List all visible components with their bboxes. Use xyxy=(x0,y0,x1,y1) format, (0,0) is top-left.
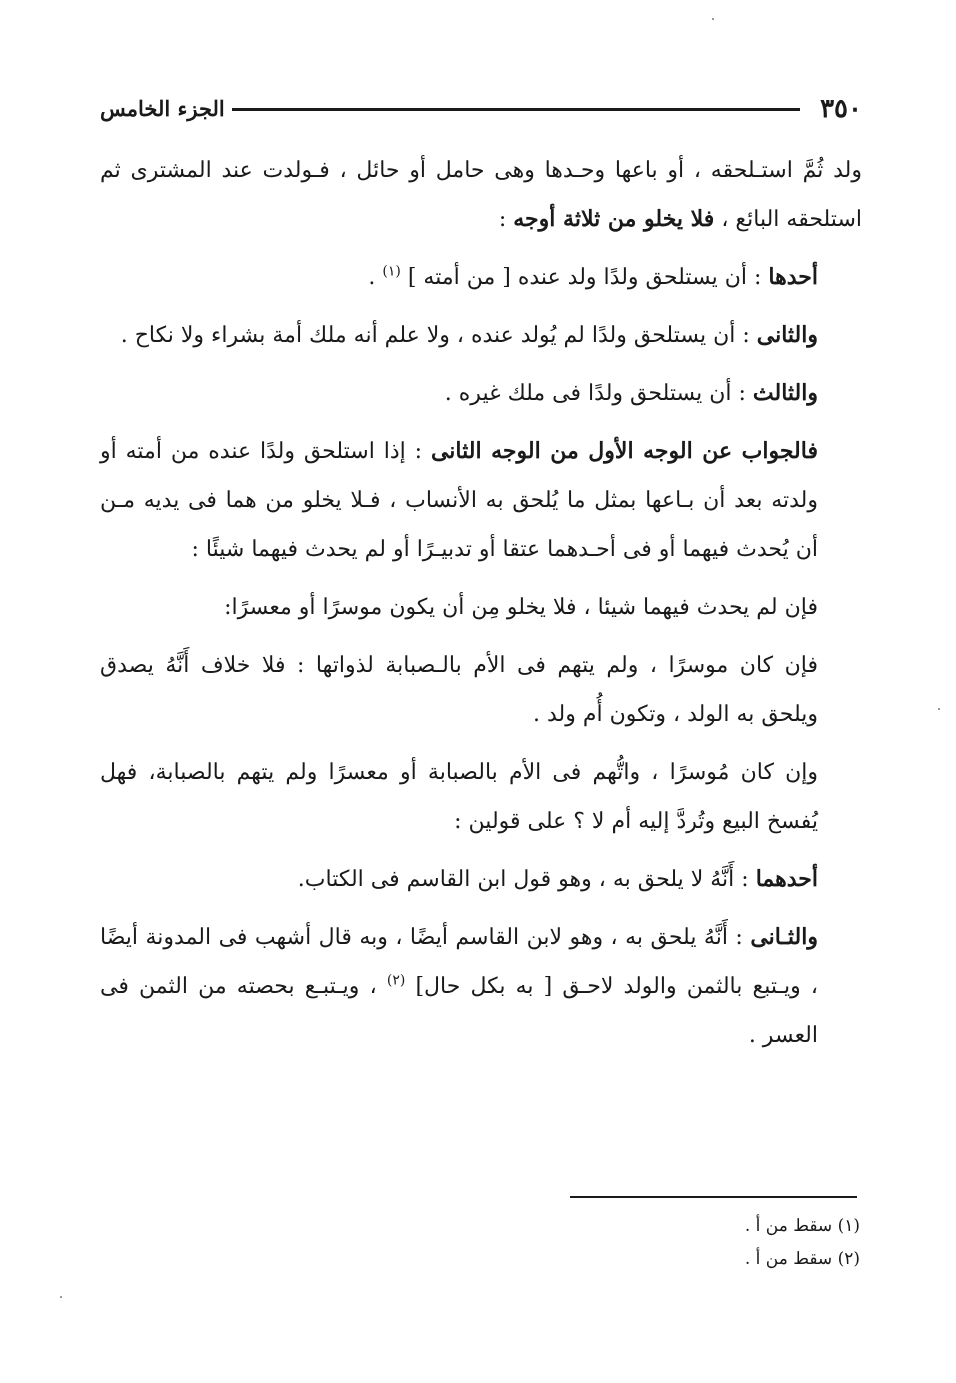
paragraph xyxy=(100,583,862,632)
bold-run: والثـانى xyxy=(750,924,818,950)
text-run: ، ويـتبـع بحصته من الثمن فى العسر . xyxy=(100,974,818,1048)
paragraph xyxy=(100,253,862,302)
text-run: : إذا استلحق ولدًا عنده من أمته أو ولدته بعد أن بـاعها بمثل ما يُلحق به الأنساب ، فـلا يخلو من هما فى يديه مـن أن يُحدث فيهما أو فى أحـدهما عتقا أو تدبيـرًا أو لم يحدث فيهما شيئًا : xyxy=(100,439,818,562)
paragraph xyxy=(100,311,862,360)
text-run: : xyxy=(498,207,514,232)
text-run: فإن لم يحدث فيهما شيئا ، فلا يخلو مِن أن يكون موسرًا أو معسرًا: xyxy=(224,595,818,620)
bold-run: أحدها xyxy=(768,264,818,290)
paragraph xyxy=(100,146,862,244)
text-run: : أن يستلحق ولدًا فى ملك غيره . xyxy=(444,381,753,406)
paragraph xyxy=(100,427,862,574)
scan-speck xyxy=(712,18,714,20)
text-run: : أَنَّهُ يلحق به ، وهو لابن القاسم أيضًا ، وبه قال أشهب فى المدونة أيضًا ، ويـتبع بالثمن والولد لاحـق [ به بكل حال] xyxy=(100,925,818,999)
footnote-ref: (١) xyxy=(382,263,401,280)
scan-speck xyxy=(938,708,940,710)
page-header xyxy=(100,92,862,128)
footnote-separator xyxy=(570,1196,857,1198)
paragraph xyxy=(100,913,862,1060)
bold-run: والثانى xyxy=(756,322,818,348)
footnote: (٢) سقط من أ . xyxy=(744,1249,860,1269)
scan-speck xyxy=(60,1296,62,1298)
text-run: . xyxy=(368,265,383,290)
paragraph xyxy=(100,855,862,904)
bold-run: فلا يخلو من ثلاثة أوجه xyxy=(513,206,715,232)
text-run: فإن كان موسرًا ، ولم يتهم فى الأم بالـصبابة لذواتها : فلا خلاف أَنَّهُ يصدق ويلحق به الولد ، وتكون أُم ولد . xyxy=(100,653,818,727)
paragraph xyxy=(100,641,862,739)
paragraph xyxy=(100,369,862,418)
body-text xyxy=(100,146,862,1060)
footnote-ref: (٢) xyxy=(386,972,406,989)
running-head: الجزء الخامس xyxy=(100,96,225,121)
bold-run: والثالث xyxy=(752,380,818,406)
text-run: : أن يستلحق ولدًا ولد عنده [ من أمته ] xyxy=(400,265,769,290)
bold-run: فالجواب عن الوجه الأول من الوجه الثانى xyxy=(430,438,818,464)
bold-run: أحدهما xyxy=(755,866,818,892)
text-run: : أَنَّهُ لا يلحق به ، وهو قول ابن القاسم فى الكتاب. xyxy=(297,867,756,892)
text-run: ولد ثُمَّ استـلحقه ، أو باعها وحـدها وهى حامل أو حائل ، فـولدت عند المشترى ثم استلحقه البائع ، xyxy=(100,158,862,232)
header-rule xyxy=(232,108,800,111)
footnote: (١) سقط من أ . xyxy=(744,1216,860,1236)
page-number: ٣٥٠ xyxy=(820,94,862,124)
text-run: وإن كان مُوسرًا ، واتُّهم فى الأم بالصبابة أو معسرًا ولم يتهم بالصبابة، فهل يُفسخ البيع وتُردَّ إليه أم لا ؟ على قولين : xyxy=(100,760,818,834)
text-run: : أن يستلحق ولدًا لم يُولد عنده ، ولا علم أنه ملك أمة بشراء ولا نكاح . xyxy=(120,323,757,348)
footnotes xyxy=(560,1210,860,1276)
paragraph xyxy=(100,748,862,846)
